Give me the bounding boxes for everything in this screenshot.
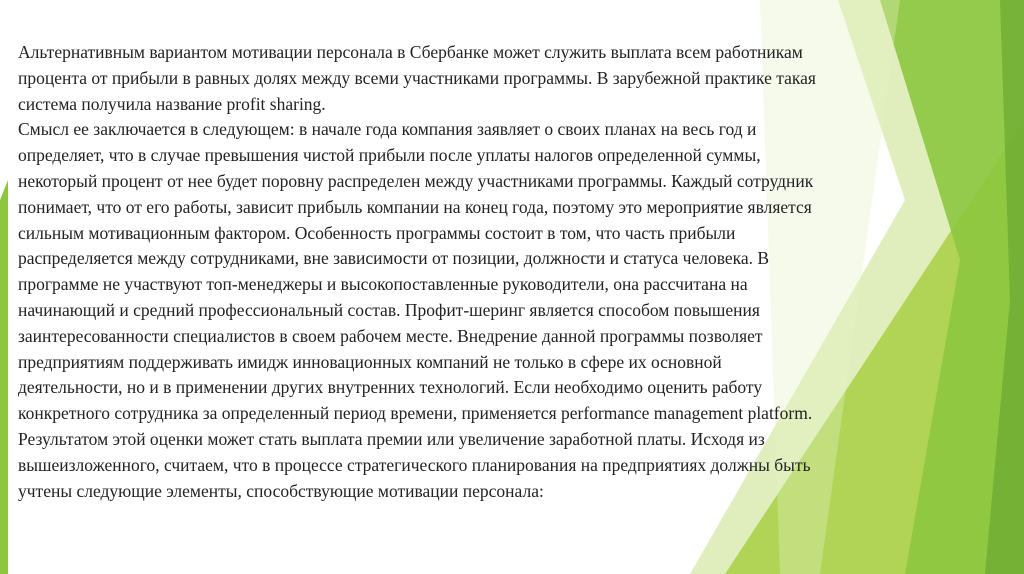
text-line: конкретного сотрудника за определенный период времени, применяется performance management platform.	[18, 403, 813, 424]
text-line: деятельности, но и в применении других внутренних технологий. Если необходимо оценить работу	[18, 377, 763, 398]
text-line: Альтернативным вариантом мотивации персонала в Сбербанке может служить выплата всем работникам	[18, 42, 803, 62]
text-line: сильным мотивационным фактором. Особенность программы состоит в том, что часть прибыли	[18, 222, 736, 243]
text-line: распределяется между сотрудниками, вне зависимости от позиции, должности и статуса человека. В	[18, 248, 770, 269]
text-line: начинающий и средний профессиональный состав. Профит-шеринг является способом повышения	[18, 299, 760, 320]
text-line: вышеизложенного, считаем, что в процессе стратегического планирования на предприятиях должны быть	[18, 454, 811, 475]
text-line: учтены следующие элементы, способствующие мотивации персонала:	[18, 480, 544, 501]
text-line: программе не участвуют топ-менеджеры и высокопоставленные руководители, она рассчитана на	[18, 274, 748, 295]
text-line: определяет, что в случае превышения чистой прибыли после уплаты налогов определенной суммы,	[18, 145, 761, 166]
text-line: некоторый процент от нее будет поровну распределен между участниками программы. Каждый сотрудник	[18, 170, 814, 191]
body-text	[18, 40, 998, 504]
text-line: Смысл ее заключается в следующем: в начале года компания заявляет о своих планах на весь год и	[18, 119, 757, 140]
text-line: Результатом этой оценки может стать выплата премии или увеличение заработной платы. Исходя из	[18, 428, 765, 449]
text-line: система получила название profit sharing.	[18, 93, 326, 114]
text-line: заинтересованности специалистов в своем рабочем месте. Внедрение данной программы позволяет	[18, 325, 763, 346]
text-line: процента от прибыли в равных долях между всеми участниками программы. В зарубежной практике такая	[18, 67, 816, 88]
text-line: понимает, что от его работы, зависит прибыль компании на конец года, поэтому это мероприятие является	[18, 196, 812, 217]
text-line: предприятиям поддерживать имидж инновационных компаний не только в сфере их основной	[18, 351, 722, 372]
left-green-strip	[0, 0, 8, 574]
